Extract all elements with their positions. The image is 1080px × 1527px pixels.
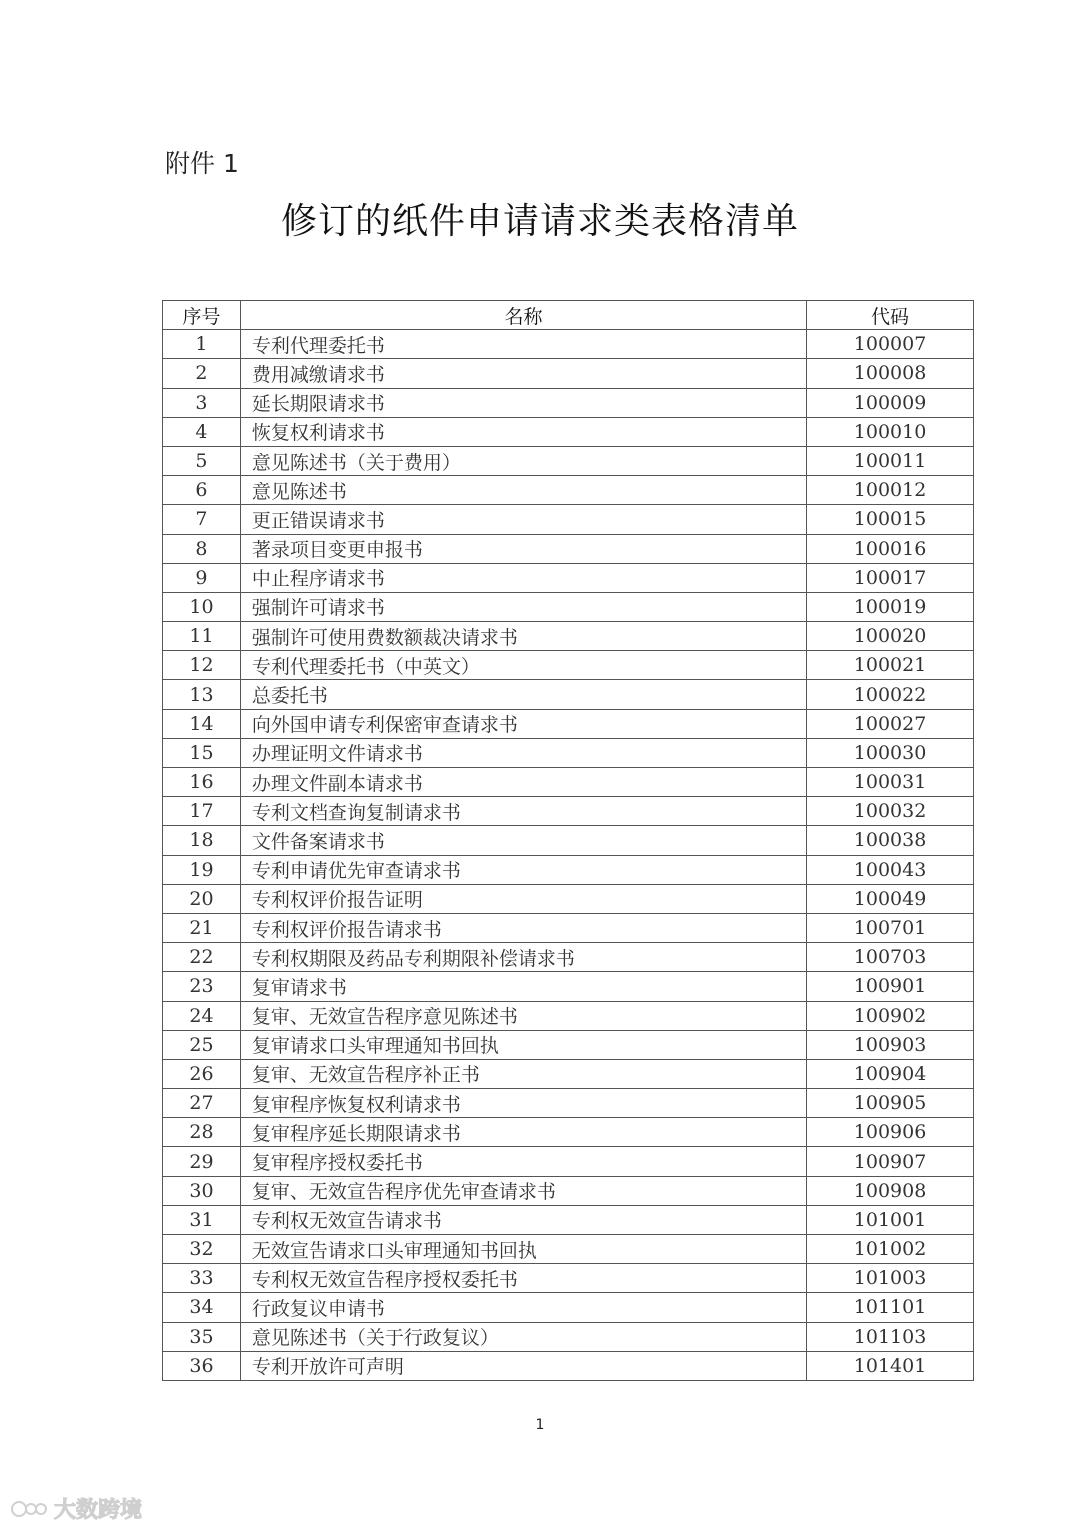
- header-name: 名称: [240, 301, 806, 330]
- page-number: 1: [535, 1417, 545, 1433]
- row-name: 专利代理委托书: [240, 330, 806, 359]
- row-number: 22: [163, 943, 241, 972]
- row-name: 总委托书: [240, 680, 806, 709]
- row-code: 100027: [807, 709, 974, 738]
- row-name: 更正错误请求书: [240, 505, 806, 534]
- row-number: 23: [163, 972, 241, 1001]
- table-row: [163, 826, 974, 855]
- table-row: [163, 359, 974, 388]
- row-number: 15: [163, 738, 241, 767]
- row-number: 26: [163, 1059, 241, 1088]
- table-row: [163, 972, 974, 1001]
- row-number: 5: [163, 446, 241, 475]
- row-name: 著录项目变更申报书: [240, 534, 806, 563]
- table-row: [163, 855, 974, 884]
- table-row: [163, 1030, 974, 1059]
- row-code: 100908: [807, 1176, 974, 1205]
- row-number: 14: [163, 709, 241, 738]
- row-code: 100008: [807, 359, 974, 388]
- table-row: [163, 1205, 974, 1234]
- row-number: 16: [163, 768, 241, 797]
- row-number: 24: [163, 1001, 241, 1030]
- row-code: 100010: [807, 417, 974, 446]
- table-row: [163, 884, 974, 913]
- row-code: 101003: [807, 1264, 974, 1293]
- table-row: [163, 943, 974, 972]
- attachment-label: 附件 1: [165, 149, 239, 178]
- row-code: 100906: [807, 1118, 974, 1147]
- row-code: 100017: [807, 563, 974, 592]
- row-number: 1: [163, 330, 241, 359]
- header-no: 序号: [163, 301, 241, 330]
- header-code: 代码: [807, 301, 974, 330]
- row-name: 专利权期限及药品专利期限补偿请求书: [240, 943, 806, 972]
- row-code: 100015: [807, 505, 974, 534]
- table-row: [163, 388, 974, 417]
- row-number: 12: [163, 651, 241, 680]
- table-row: [163, 797, 974, 826]
- row-code: 100904: [807, 1059, 974, 1088]
- row-name: 意见陈述书（关于费用）: [240, 446, 806, 475]
- row-code: 100901: [807, 972, 974, 1001]
- row-number: 18: [163, 826, 241, 855]
- row-code: 100019: [807, 592, 974, 621]
- row-name: 专利申请优先审查请求书: [240, 855, 806, 884]
- page-title: 修订的纸件申请请求类表格清单: [280, 201, 799, 242]
- row-name: 专利权无效宣告程序授权委托书: [240, 1264, 806, 1293]
- row-code: 100030: [807, 738, 974, 767]
- row-name: 专利代理委托书（中英文）: [240, 651, 806, 680]
- row-number: 30: [163, 1176, 241, 1205]
- row-number: 9: [163, 563, 241, 592]
- watermark: [10, 1493, 142, 1524]
- row-code: 101103: [807, 1322, 974, 1351]
- row-number: 6: [163, 476, 241, 505]
- row-number: 3: [163, 388, 241, 417]
- table-row: [163, 505, 974, 534]
- row-number: 20: [163, 884, 241, 913]
- table-body: [163, 330, 974, 1381]
- table-header-row: [163, 301, 974, 330]
- row-name: 专利权无效宣告请求书: [240, 1205, 806, 1234]
- forms-table: [162, 300, 974, 1381]
- row-name: 复审、无效宣告程序意见陈述书: [240, 1001, 806, 1030]
- brand-logo-icon: [10, 1497, 50, 1521]
- row-name: 复审请求口头审理通知书回执: [240, 1030, 806, 1059]
- row-name: 专利开放许可声明: [240, 1351, 806, 1380]
- row-code: 100021: [807, 651, 974, 680]
- watermark-text: 大数跨境: [54, 1498, 143, 1523]
- row-number: 25: [163, 1030, 241, 1059]
- row-name: 向外国申请专利保密审查请求书: [240, 709, 806, 738]
- row-name: 办理证明文件请求书: [240, 738, 806, 767]
- row-number: 28: [163, 1118, 241, 1147]
- row-name: 复审程序恢复权利请求书: [240, 1089, 806, 1118]
- row-number: 31: [163, 1205, 241, 1234]
- table-row: [163, 1001, 974, 1030]
- row-code: 100043: [807, 855, 974, 884]
- row-code: 100022: [807, 680, 974, 709]
- row-name: 复审、无效宣告程序优先审查请求书: [240, 1176, 806, 1205]
- table-row: [163, 1235, 974, 1264]
- row-number: 4: [163, 417, 241, 446]
- row-code: 100016: [807, 534, 974, 563]
- row-name: 意见陈述书（关于行政复议）: [240, 1322, 806, 1351]
- table-row: [163, 330, 974, 359]
- row-number: 34: [163, 1293, 241, 1322]
- row-code: 101401: [807, 1351, 974, 1380]
- row-number: 8: [163, 534, 241, 563]
- row-name: 专利权评价报告证明: [240, 884, 806, 913]
- row-name: 强制许可使用费数额裁决请求书: [240, 622, 806, 651]
- row-code: 100907: [807, 1147, 974, 1176]
- row-name: 费用减缴请求书: [240, 359, 806, 388]
- row-name: 办理文件副本请求书: [240, 768, 806, 797]
- row-code: 100009: [807, 388, 974, 417]
- row-name: 复审程序延长期限请求书: [240, 1118, 806, 1147]
- row-number: 21: [163, 913, 241, 942]
- table-row: [163, 534, 974, 563]
- table-row: [163, 1322, 974, 1351]
- table-row: [163, 651, 974, 680]
- row-name: 文件备案请求书: [240, 826, 806, 855]
- row-code: 101001: [807, 1205, 974, 1234]
- row-code: 100701: [807, 913, 974, 942]
- table-row: [163, 1351, 974, 1380]
- row-name: 意见陈述书: [240, 476, 806, 505]
- row-name: 专利权评价报告请求书: [240, 913, 806, 942]
- row-number: 36: [163, 1351, 241, 1380]
- row-name: 强制许可请求书: [240, 592, 806, 621]
- row-code: 100903: [807, 1030, 974, 1059]
- table-row: [163, 1293, 974, 1322]
- table-row: [163, 1264, 974, 1293]
- row-name: 专利文档查询复制请求书: [240, 797, 806, 826]
- row-name: 无效宣告请求口头审理通知书回执: [240, 1235, 806, 1264]
- row-code: 101101: [807, 1293, 974, 1322]
- row-code: 100905: [807, 1089, 974, 1118]
- row-number: 2: [163, 359, 241, 388]
- row-number: 27: [163, 1089, 241, 1118]
- row-number: 10: [163, 592, 241, 621]
- table-row: [163, 446, 974, 475]
- row-code: 100020: [807, 622, 974, 651]
- row-code: 100012: [807, 476, 974, 505]
- table-row: [163, 680, 974, 709]
- table-row: [163, 709, 974, 738]
- row-name: 恢复权利请求书: [240, 417, 806, 446]
- row-number: 13: [163, 680, 241, 709]
- row-number: 17: [163, 797, 241, 826]
- row-number: 29: [163, 1147, 241, 1176]
- row-name: 中止程序请求书: [240, 563, 806, 592]
- table-row: [163, 1147, 974, 1176]
- row-number: 19: [163, 855, 241, 884]
- table-row: [163, 913, 974, 942]
- row-code: 100038: [807, 826, 974, 855]
- table-row: [163, 417, 974, 446]
- row-number: 35: [163, 1322, 241, 1351]
- row-code: 100703: [807, 943, 974, 972]
- row-name: 复审程序授权委托书: [240, 1147, 806, 1176]
- row-number: 11: [163, 622, 241, 651]
- row-code: 100032: [807, 797, 974, 826]
- row-code: 100011: [807, 446, 974, 475]
- row-code: 100049: [807, 884, 974, 913]
- row-code: 100031: [807, 768, 974, 797]
- row-code: 100902: [807, 1001, 974, 1030]
- row-code: 100007: [807, 330, 974, 359]
- table-row: [163, 622, 974, 651]
- row-number: 33: [163, 1264, 241, 1293]
- table-row: [163, 592, 974, 621]
- table-row: [163, 1089, 974, 1118]
- row-code: 101002: [807, 1235, 974, 1264]
- table-row: [163, 1059, 974, 1088]
- row-name: 复审、无效宣告程序补正书: [240, 1059, 806, 1088]
- row-name: 行政复议申请书: [240, 1293, 806, 1322]
- table-row: [163, 563, 974, 592]
- table-row: [163, 1176, 974, 1205]
- row-name: 复审请求书: [240, 972, 806, 1001]
- row-number: 7: [163, 505, 241, 534]
- table-row: [163, 738, 974, 767]
- row-name: 延长期限请求书: [240, 388, 806, 417]
- table-row: [163, 1118, 974, 1147]
- row-number: 32: [163, 1235, 241, 1264]
- table-row: [163, 476, 974, 505]
- table-row: [163, 768, 974, 797]
